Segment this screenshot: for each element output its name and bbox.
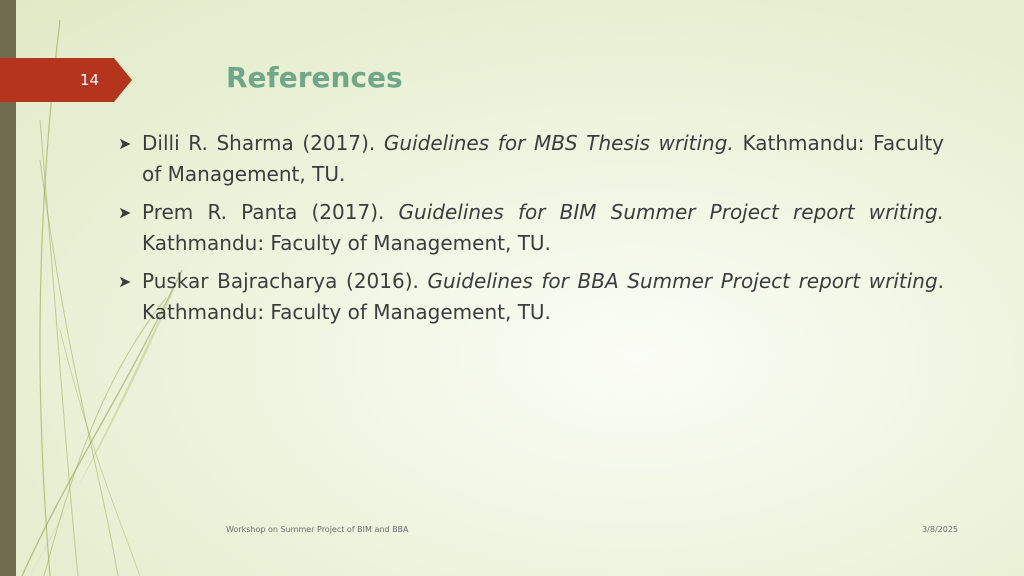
footer-date: 3/8/2025 bbox=[922, 525, 958, 534]
reference-publisher: Kathmandu: Faculty of Management, TU. bbox=[142, 231, 551, 255]
page-title: References bbox=[226, 61, 403, 94]
reference-author-year: Prem R. Panta (2017). bbox=[142, 200, 399, 224]
reference-author-year: Dilli R. Sharma (2017). bbox=[142, 131, 384, 155]
reference-publisher: Kathmandu: Faculty of Management, TU. bbox=[142, 131, 944, 186]
reference-list bbox=[118, 128, 944, 335]
reference-item bbox=[118, 266, 944, 328]
reference-work-title: Guidelines for BBA Summer Project report writing bbox=[427, 269, 938, 293]
reference-publisher: . Kathmandu: Faculty of Management, TU. bbox=[142, 269, 945, 324]
reference-item bbox=[118, 128, 944, 190]
arrow-bullet-icon: ➤ bbox=[118, 134, 132, 153]
reference-author-year: Puskar Bajracharya (2016). bbox=[142, 269, 428, 293]
footer-text: Workshop on Summer Project of BIM and BBA bbox=[226, 525, 409, 534]
slide-number-tab bbox=[0, 58, 132, 102]
arrow-bullet-icon: ➤ bbox=[118, 203, 132, 222]
reference-work-title: Guidelines for MBS Thesis writing. bbox=[383, 131, 734, 155]
reference-item bbox=[118, 197, 944, 259]
slide-number: 14 bbox=[80, 71, 100, 89]
arrow-bullet-icon: ➤ bbox=[118, 272, 132, 291]
reference-work-title: Guidelines for BIM Summer Project report writing. bbox=[398, 200, 944, 224]
